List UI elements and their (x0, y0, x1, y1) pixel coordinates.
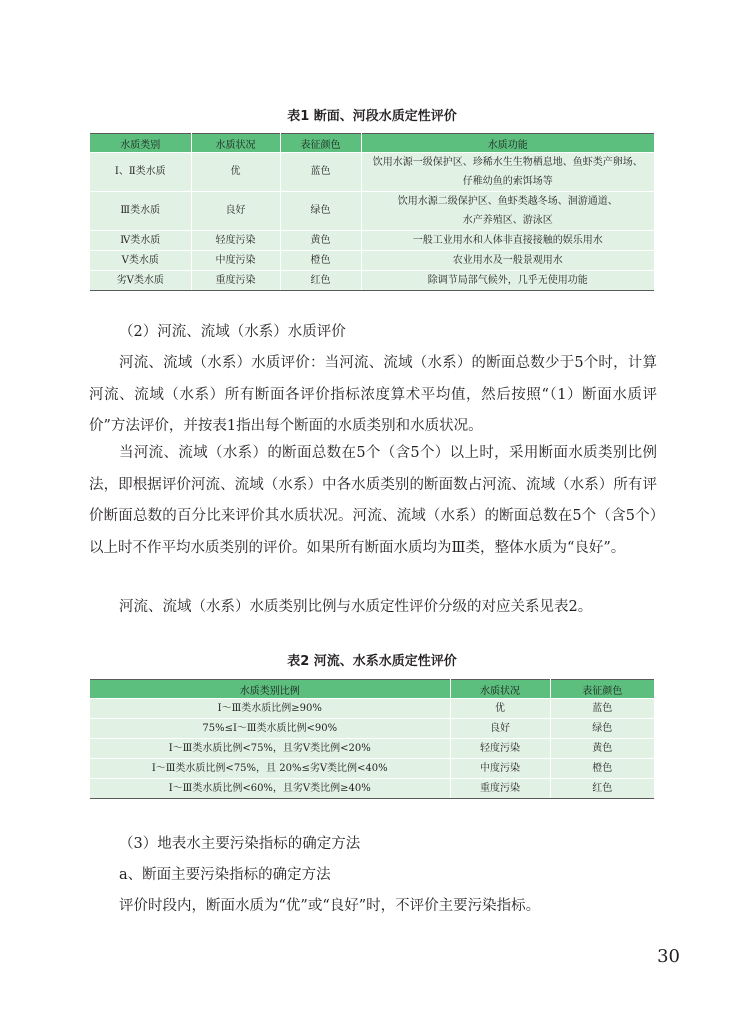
function-line: 仔稚幼鱼的索饵场等 (462, 176, 553, 187)
color-cell: 黄色 (280, 231, 361, 251)
color-cell: 绿色 (280, 192, 361, 231)
body-paragraph: 当河流、流域（水系）的断面总数在5个（含5个）以上时，采用断面水质类别比例法，即根据评价河流、流域（水系）中各水质类别的断面数占河流、流域（水系）所有评价断面总数的百分比来评价其水质状况。河流、流域（水系）的断面总数在5个（含5个）以上时不作平均水质类别的评价。如果所有断面水质均为Ⅲ类，整体水质为“良好”。 (89, 445, 657, 556)
function-line: 饮用水源二级保护区、鱼虾类越冬场、洄游通道、 (397, 196, 618, 207)
ratio-cell: Ⅰ～Ⅲ类水质比例<75%，且 20%≤劣Ⅴ类比例<40% (90, 759, 450, 779)
status-cell: 良好 (191, 192, 280, 231)
table-row (90, 779, 654, 799)
column-header: 水质状况 (450, 680, 550, 699)
table-row (90, 153, 654, 192)
function-line: 水产养殖区、游泳区 (462, 215, 553, 226)
column-header: 水质类别 (90, 134, 191, 153)
status-cell: 重度污染 (191, 271, 280, 291)
section-heading-2: （2）河流、流域（水系）水质评价 (119, 324, 346, 340)
water-quality-table-1 (90, 133, 654, 291)
category-cell: Ⅰ、Ⅱ类水质 (90, 153, 191, 192)
color-cell: 红色 (280, 271, 361, 291)
ratio-cell: Ⅰ～Ⅲ类水质比例<75%，且劣Ⅴ类比例<20% (90, 739, 450, 759)
function-cell: 除调节局部气候外，几乎无使用功能 (361, 271, 654, 291)
function-cell: 农业用水及一般景观用水 (361, 251, 654, 271)
status-cell: 轻度污染 (191, 231, 280, 251)
section-heading-3: （3）地表水主要污染指标的确定方法 (119, 836, 361, 852)
column-header: 表征颜色 (550, 680, 654, 699)
category-cell: Ⅲ类水质 (90, 192, 191, 231)
color-cell: 蓝色 (550, 699, 654, 719)
status-cell: 优 (191, 153, 280, 192)
function-cell (361, 192, 654, 231)
table-row (90, 192, 654, 231)
color-cell: 红色 (550, 779, 654, 799)
status-cell: 中度污染 (450, 759, 550, 779)
category-cell: Ⅴ类水质 (90, 251, 191, 271)
status-cell: 轻度污染 (450, 739, 550, 759)
page-number: 30 (657, 946, 680, 967)
table-row (90, 759, 654, 779)
table2-caption: 表2 河流、水系水质定性评价 (287, 654, 457, 669)
ratio-cell: 75%≤Ⅰ～Ⅲ类水质比例<90% (90, 719, 450, 739)
ratio-cell: Ⅰ～Ⅲ类水质比例≥90% (90, 699, 450, 719)
table-header-row (90, 134, 654, 153)
column-header: 水质功能 (361, 134, 654, 153)
column-header: 水质状况 (191, 134, 280, 153)
color-cell: 蓝色 (280, 153, 361, 192)
column-header: 表征颜色 (280, 134, 361, 153)
status-cell: 重度污染 (450, 779, 550, 799)
table-row (90, 699, 654, 719)
subsection-heading: a、断面主要污染指标的确定方法 (119, 867, 331, 883)
color-cell: 绿色 (550, 719, 654, 739)
body-paragraph: 河流、流域（水系）水质评价：当河流、流域（水系）的断面总数少于5个时，计算河流、流域（水系）所有断面各评价指标浓度算术平均值，然后按照“（1）断面水质评价”方法评价，并按表1指出每个断面的水质类别和水质状况。 (89, 355, 657, 434)
body-paragraph: 评价时段内，断面水质为“优”或“良好”时，不评价主要污染指标。 (119, 898, 541, 914)
body-paragraph: 河流、流域（水系）水质类别比例与水质定性评价分级的对应关系见表2。 (119, 599, 593, 615)
function-line: 饮用水源一级保护区、珍稀水生生物栖息地、鱼虾类产卵场、 (372, 157, 643, 168)
color-cell: 橙色 (550, 759, 654, 779)
status-cell: 优 (450, 699, 550, 719)
table-row (90, 719, 654, 739)
table1-caption: 表1 断面、河段水质定性评价 (287, 109, 457, 124)
function-cell: 一般工业用水和人体非直接接触的娱乐用水 (361, 231, 654, 251)
table-row (90, 739, 654, 759)
status-cell: 中度污染 (191, 251, 280, 271)
ratio-cell: Ⅰ～Ⅲ类水质比例<60%，且劣Ⅴ类比例≥40% (90, 779, 450, 799)
table-header-row (90, 680, 654, 699)
table-row (90, 271, 654, 291)
water-quality-table-2 (90, 679, 654, 799)
color-cell: 黄色 (550, 739, 654, 759)
table-row (90, 251, 654, 271)
column-header: 水质类别比例 (90, 680, 450, 699)
color-cell: 橙色 (280, 251, 361, 271)
status-cell: 良好 (450, 719, 550, 739)
function-cell (361, 153, 654, 192)
category-cell: 劣Ⅴ类水质 (90, 271, 191, 291)
table-row (90, 231, 654, 251)
category-cell: Ⅳ类水质 (90, 231, 191, 251)
